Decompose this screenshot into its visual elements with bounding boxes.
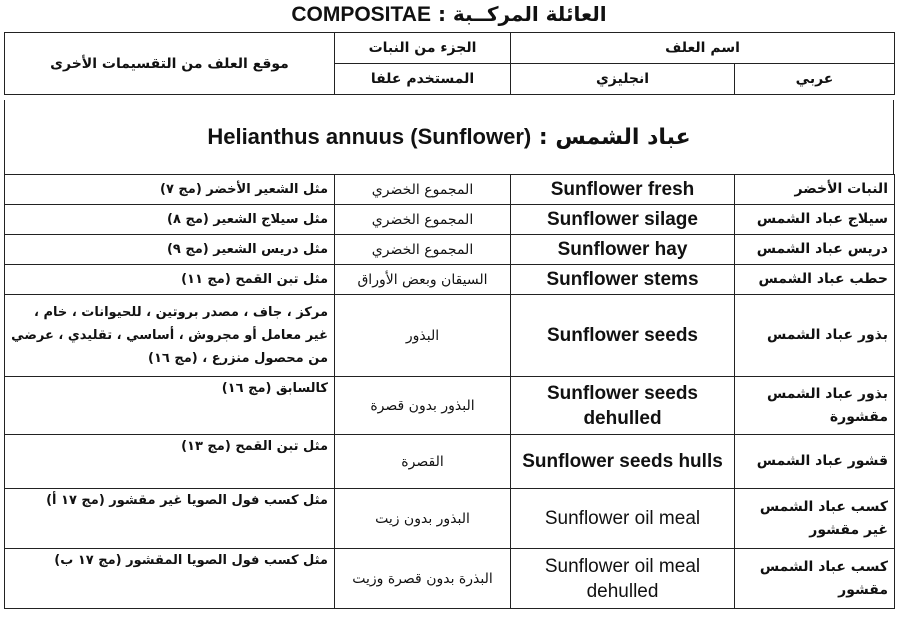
feeds-table — [4, 174, 895, 609]
other-division-cell: مثل تبن القمح (مج ١١) — [5, 265, 335, 295]
arabic-name-cell: سيلاج عباد الشمس — [735, 205, 895, 235]
species-separator: : — [538, 125, 548, 150]
english-name-text: Sunflower oil meal — [544, 508, 701, 529]
english-name-cell: Sunflower hay — [511, 235, 735, 265]
header-other-divisions: موقع العلف من التقسيمات الأخرى — [5, 33, 335, 95]
title-separator: : — [437, 2, 446, 26]
table-row — [5, 235, 895, 265]
english-name-cell: Sunflower seeds hulls — [511, 435, 735, 489]
page-title — [0, 2, 898, 27]
arabic-name-cell: كسب عباد الشمس مقشور — [735, 549, 895, 609]
species-heading — [4, 100, 894, 174]
arabic-name-cell: حطب عباد الشمس — [735, 265, 895, 295]
table-row — [5, 295, 895, 377]
header-arabic: عربي — [735, 64, 895, 95]
arabic-name-cell: النبات الأخضر — [735, 175, 895, 205]
header-feed-name: اسم العلف — [511, 33, 895, 64]
other-division-cell: مثل تبن القمح (مج ١٣) — [5, 435, 335, 489]
plant-part-cell: المجموع الخضري — [335, 205, 511, 235]
english-name-text: Sunflower oil meal dehulled — [544, 555, 701, 602]
table-row — [5, 377, 895, 435]
english-name-cell — [511, 489, 735, 549]
plant-part-cell: السيقان وبعض الأوراق — [335, 265, 511, 295]
plant-part-cell: البذور — [335, 295, 511, 377]
header-plant-part-bottom: المستخدم علفا — [335, 64, 511, 95]
table-row — [5, 205, 895, 235]
arabic-name-cell: قشور عباد الشمس — [735, 435, 895, 489]
english-name-cell — [511, 549, 735, 609]
table-row — [5, 549, 895, 609]
table-row — [5, 265, 895, 295]
other-division-cell: مثل كسب فول الصويا غير مقشور (مج ١٧ أ) — [5, 489, 335, 549]
other-division-cell: مركز ، جاف ، مصدر بروتين ، للحيوانات ، خام ، غير معامل أو مجروش ، أساسي ، تقليدي ، عرضي من محصول منزرع ، (مج ١٦) — [5, 295, 335, 377]
table-row — [5, 489, 895, 549]
table-row — [5, 435, 895, 489]
header-plant-part-top: الجزء من النبات — [335, 33, 511, 64]
arabic-name-cell: بذور عباد الشمس — [735, 295, 895, 377]
header-table — [4, 32, 895, 95]
english-name-cell: Sunflower silage — [511, 205, 735, 235]
other-division-cell: كالسابق (مج ١٦) — [5, 377, 335, 435]
arabic-name-cell: كسب عباد الشمس غير مقشور — [735, 489, 895, 549]
plant-part-cell: البذور بدون قصرة — [335, 377, 511, 435]
arabic-name-cell: دريس عباد الشمس — [735, 235, 895, 265]
species-arabic: عباد الشمس — [555, 125, 691, 150]
title-english: COMPOSITAE — [291, 3, 431, 26]
other-division-cell: مثل كسب فول الصويا المقشور (مج ١٧ ب) — [5, 549, 335, 609]
english-name-cell: Sunflower seeds — [511, 295, 735, 377]
header-english: انجليزي — [511, 64, 735, 95]
plant-part-cell: البذور بدون زيت — [335, 489, 511, 549]
plant-part-cell: المجموع الخضري — [335, 175, 511, 205]
plant-part-cell: المجموع الخضري — [335, 235, 511, 265]
english-name-cell: Sunflower stems — [511, 265, 735, 295]
title-arabic: العائلة المركــبة — [452, 2, 607, 26]
species-english: Helianthus annuus (Sunflower) — [207, 124, 532, 149]
plant-part-cell: البذرة بدون قصرة وزيت — [335, 549, 511, 609]
table-row — [5, 175, 895, 205]
english-name-cell: Sunflower fresh — [511, 175, 735, 205]
arabic-name-cell: بذور عباد الشمس مقشورة — [735, 377, 895, 435]
other-division-cell: مثل سيلاج الشعير (مج ٨) — [5, 205, 335, 235]
other-division-cell: مثل الشعير الأخضر (مج ٧) — [5, 175, 335, 205]
other-division-cell: مثل دريس الشعير (مج ٩) — [5, 235, 335, 265]
plant-part-cell: القصرة — [335, 435, 511, 489]
english-name-cell: Sunflower seeds dehulled — [511, 377, 735, 435]
